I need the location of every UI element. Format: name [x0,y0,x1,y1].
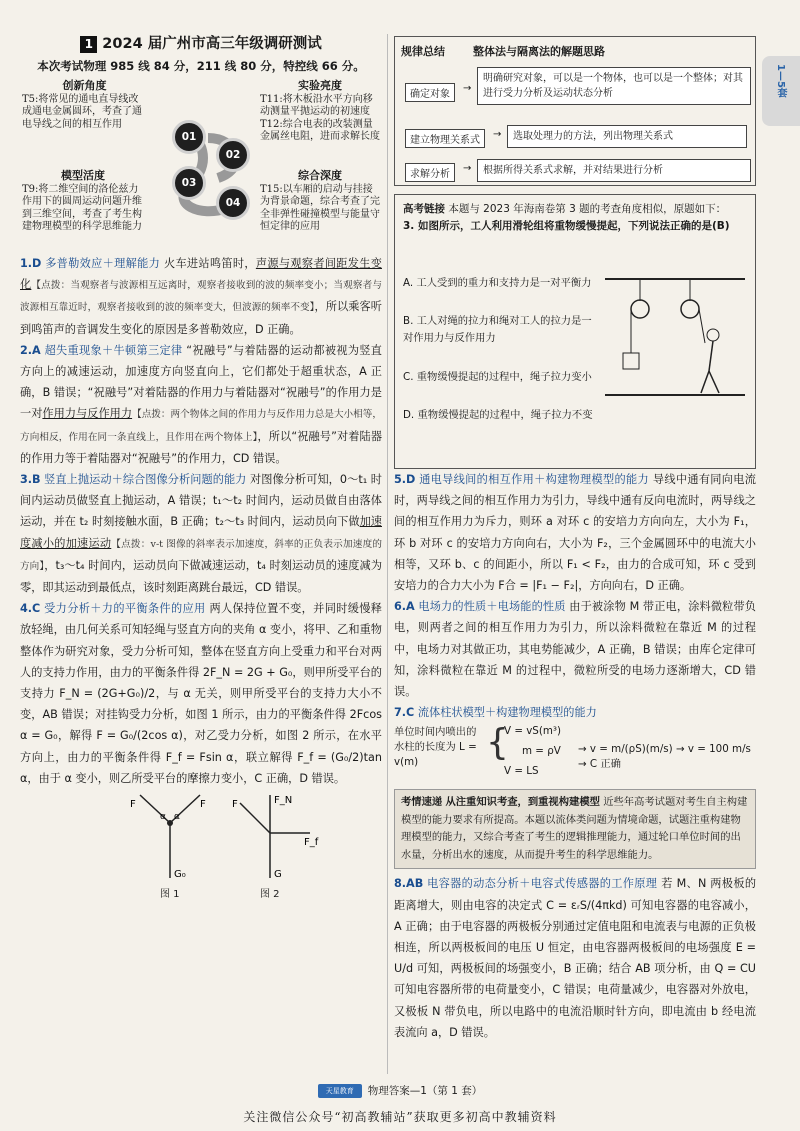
answer-3 [20,469,382,598]
step-1: 确定对象 [405,83,455,102]
section-tab-label: 1—5套 [775,64,786,98]
svg-text:α: α [160,812,166,823]
answer-1-underline: 声源与观察者间距发生变化 [20,257,382,292]
gaokao-option-d: D. 重物缓慢提起的过程中，绳子拉力不变 [403,409,593,421]
page-title [20,34,382,54]
circle-03: 03 [172,166,206,200]
result-1: 明确研究对象，可以是一个物体，也可以是一个整体；对其进行受力分析及运动状态分析 [477,67,751,105]
answer-3-topic: 竖直上抛运动＋综合图像分析问题的能力 [44,473,247,487]
answer-3-note: 【点拨：v-t 图像的斜率表示加速度，斜率的正负表示加速度的方向】 [20,538,382,572]
exam-trend-tag: 考情速递 [401,796,443,809]
exam-trend-title: 从注重知识考查，到重视构建模型 [445,796,600,809]
answer-6-key: 6.A [394,600,415,614]
gaokao-link-box [394,194,756,469]
footer-note: 关注微信公众号“初高教辅站”获取更多初高中教辅资料 [243,1110,557,1124]
score-lines: 本次考试物理 985 线 84 分，211 线 80 分，特控线 66 分。 [37,59,365,73]
answer-1-text1: 火车进站鸣笛时， [163,257,256,270]
flow-volume: V = vS(m³) [504,725,562,738]
innovation-box [22,80,147,131]
page-footer [0,1083,800,1098]
answer-4-text: 两人保持位置不变，并同时缓慢释放轻绳，由几何关系可知轻绳与竖直方向的夹角 α 变小，将甲、乙和重物整体作为研究对象，受力分析可知，整体在竖直方向上受重力和平台对两人的支持力作用，由力的平衡条件得 2F_N = 2G + G₀，则甲所受平台的支持力 F_N = (2G+G₀)/2，与 α 无关，则甲所受平台的支持力大小不变，AB 错误；对挂钩受力分析，如图 1 所示，由力的平衡条件得 2Fcos α = G₀，解得 F = G₀/(2cos α)，对乙受力分析，如图 2 所示，在水平方向上，由力的平衡条件得 F_f = Fsin α，联立解得 F_f = (G₀/2)tan α，由于 α 变小，则乙所受平台的摩擦力变小，C 正确，D 错误。 [20,602,382,785]
answer-4 [20,598,382,789]
svg-text:F_f: F_f [304,837,319,849]
answer-7-flow [394,723,756,785]
answer-8-key: 8.AB [394,877,424,891]
title-text: 2024 届广州市高三年级调研测试 [102,36,322,52]
gaokao-text: 本题与 2023 年海南卷第 3 题的考查角度相似，原题如下： [448,203,727,215]
svg-text:α: α [174,812,180,823]
circle-02: 02 [216,138,250,172]
summary-tag: 规律总结 [401,45,445,58]
figure-2-label: 图 2 [260,889,280,901]
model-text: T9:将二维空间的洛伦兹力作用下的圆周运动问题升维到三维空间，考查了考生构建物理模型的科学思维能力 [22,183,142,232]
answer-1-text2: ，所以乘客听到鸣笛声的音调发生变化的原因是多普勒效应，D 正确。 [20,300,382,336]
flow-result: → v = m/(ρS)(m/s) → v = 100 m/s → C 正确 [578,743,751,771]
model-title: 模型活度 [61,169,105,182]
innovation-text: T5:将常见的通电直导线改成通电金属圆环，考查了通电导线之间的相互作用 [22,93,142,130]
answer-8 [394,873,756,1043]
summary-title: 整体法与隔离法的解题思路 [473,45,605,58]
answer-2-note: 【点拨：两个物体之间的作用力与反作用力总是大小相等，方向相反，作用在同一条直线上，且作用在两个物体上】 [20,409,382,443]
answer-5-text: 导线中通有同向电流时，两导线之间的相互作用力为引力，导线中通有反向电流时，两导线之间的相互作用力为斥力，则环 a 对环 c 的安培力方向向左，大小为 F₁，环 b 对环 c 的安培力方向向右，大小为 F₂，三个金属圆环中的电流大小相等，又环 b、c 的间距小，所以 F₁ < F₂，由力的合成可知，环 c 受到安培力的合力大小为 F合 = |F₁ − F₂|，方向向右，D 正确。 [394,473,756,593]
pulley-illustration [605,273,745,401]
answer-8-text: 若 M、N 两极板的距离增大，则由电容的决定式 C = εᵣS/(4πkd) 可知电容器的电容减小，A 正确；由于电容器的两极板分别通过定值电阻和电流表与电源的正负极相连，所以两极板间的电压 U 恒定，由电容器两极板间的电场强度 E = U/d 可知，两极板间的场强变小，B 正确；结合 AB 项分析，由 Q = CU 可知电容器所带的电荷量变小，C 错误；电荷量减少，电容器对外放电，又极板 N 带负电，所以电路中的电流沿顺时针方向，即电流由 b 经电流表流向 a，D 错误。 [394,877,756,1039]
flow-ls: V = LS [504,765,539,778]
answer-2-text1: “祝融号”与着陆器的运动都被视为竖直方向上的减速运动，加速度方向竖直向上，它们都处于超重状态，A 正确，B 错误；“祝融号”对着陆器的作用力与着陆器对“祝融号”的作用力是一对 [20,343,382,421]
result-3: 根据所得关系式求解，并对结果进行分析 [477,159,751,182]
step-1-arrow: → [463,83,472,94]
answer-1-note: 【点拨：当观察者与波源相互远离时，观察者接收到的波的频率变小；当观察者与波源相互靠近时，观察者接收到的波的频率变大，但波源的频率不变】 [20,280,382,314]
innovation-title: 创新角度 [62,79,107,92]
answer-2-text2: ，所以“祝融号”对着陆器的作用力等于着陆器对“祝融号”的作用力，CD 错误。 [20,429,382,465]
section-tab [762,56,800,126]
answer-3-text2: ，t₃～t₄ 时间内，运动员向下做减速运动，t₄ 时刻运动员的速度减为零，即其运动到最低点，该时刻距离跳台最远，CD 错误。 [20,558,382,595]
exam-trend-text: 近些年高考试题对考生自主构建模型的能力要求有所提高。本题以流体类问题为情境命题，试题注重构建物理模型的能力，又综合考查了考生的逻辑推理能力，通过轮口单位时间的出水量，分析出水的速度，从而提升考生的科学思维能力。 [401,796,748,861]
highlights-diagram [20,78,382,253]
flow-step-length: 单位时间内喷出的水柱的长度为 L = v(m) [394,726,477,769]
depth-title: 综合深度 [298,169,342,182]
svg-text:F: F [130,799,136,811]
result-2: 选取处理力的方法，列出物理关系式 [507,125,747,148]
column-divider [387,34,388,1074]
footer-page-label: 物理答案—1（第 1 套） [367,1085,483,1097]
svg-text:F_N: F_N [274,795,293,807]
answer-7 [394,702,756,723]
gaokao-tag: 高考链接 [403,203,445,215]
summary-box [394,36,756,186]
depth-box [260,170,380,234]
answer-6 [394,596,756,702]
highlight-text: T11:将木板沿水平方向移动测量平抛运动的初速度 T12:综合电表的改装测量金属丝电阻，进而求解长度 [260,93,380,142]
figure-2-diagram [230,793,320,883]
figure-1-diagram [130,793,210,883]
answer-3-key: 3.B [20,473,41,487]
answer-7-topic: 流体柱状模型＋构建物理模型的能力 [417,706,597,720]
answer-3-text1: 对图像分析可知，0～t₁ 时间内运动员做竖直上抛运动，A 错误；t₁～t₂ 时间内，运动员做自由落体运动，并在 t₂ 时刻接触水面，B 正确；t₂～t₃ 时间内，运动员向下做 [20,473,382,529]
svg-text:F: F [232,799,238,811]
right-column [394,36,756,1086]
answer-5-key: 5.D [394,473,416,486]
force-figures [20,789,382,901]
answer-2-underline: 作用力与反作用力 [42,407,133,421]
step-2-arrow: → [493,129,502,140]
answer-2 [20,340,382,469]
figure-1-label: 图 1 [160,889,180,901]
answer-4-topic: 受力分析＋力的平衡条件的应用 [44,602,206,616]
answer-1 [20,253,382,340]
exam-trend-box [394,789,756,869]
answer-2-key: 2.A [20,343,41,357]
gaokao-option-b: B. 工人对绳的拉力和绳对工人的拉力是一对作用力与反作用力 [403,315,592,344]
answer-5-topic: 通电导线间的相互作用＋构建物理模型的能力 [419,473,649,486]
flow-brace: { [486,722,509,764]
answer-6-text: 由于被涂物 M 带正电，涂料微粒带负电，则两者之间的相互作用力为引力，所以涂料微粒在靠近 M 的过程中，电场力对其做正功，其电势能减少，A 正确，B 错误；由库仑定律可知，涂料微粒在靠近 M 的过程中，微粒所受的电场力逐渐增大，CD 错误。 [394,600,756,699]
svg-text:F: F [200,799,206,811]
step-3: 求解分析 [405,163,455,182]
answer-1-key: 1.D [20,257,42,270]
step-3-arrow: → [463,163,472,174]
highlight-box [260,80,380,144]
answer-7-key: 7.C [394,706,415,720]
answer-2-topic: 超失重现象＋牛顿第三定律 [44,343,183,357]
highlight-title: 实验亮度 [298,79,342,92]
set-number: 1 [80,36,97,53]
gaokao-option-a: A. 工人受到的重力和支持力是一对平衡力 [403,277,592,289]
answer-6-topic: 电场力的性质＋电场能的性质 [418,600,566,614]
answer-1-topic: 多普勒效应＋理解能力 [45,257,161,270]
answer-8-topic: 电容器的动态分析＋电容式传感器的工作原理 [427,877,658,891]
gaokao-option-c: C. 重物缓慢提起的过程中，绳子拉力变小 [403,371,592,383]
depth-text: T15:以车厢的启动与挂接为背景命题，综合考查了完全非弹性碰撞模型与能量守恒定律的应用 [260,183,380,232]
answer-5 [394,469,756,596]
svg-text:G: G [274,869,282,881]
gaokao-question: 3. 如图所示，工人利用滑轮组将重物缓慢提起，下列说法正确的是(B) [403,220,730,232]
circle-04: 04 [216,186,250,220]
flow-mass: m = ρV [522,745,561,758]
gaokao-intro [403,201,748,235]
svg-text:G₀: G₀ [174,869,186,881]
left-column [20,34,382,1074]
answer-3-underline: 加速度减小的加速运动 [20,515,382,550]
publisher-logo: 天星教育 [318,1084,362,1098]
circle-01: 01 [172,120,206,154]
answer-4-key: 4.C [20,602,41,616]
step-2: 建立物理关系式 [405,129,485,148]
model-box [22,170,144,234]
